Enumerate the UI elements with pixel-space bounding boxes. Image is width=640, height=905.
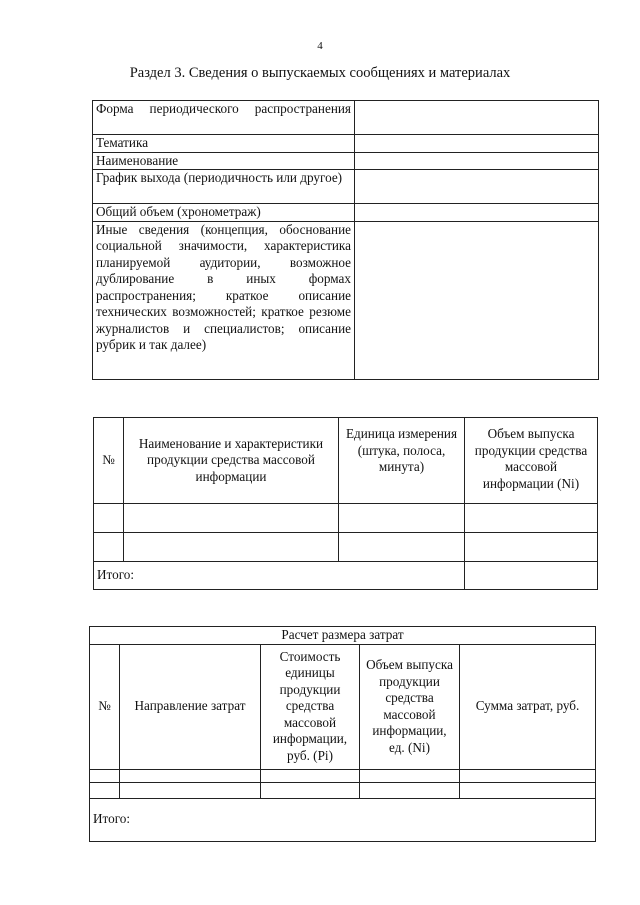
cell[interactable] — [360, 769, 460, 782]
row-value-distribution-form[interactable] — [355, 101, 599, 135]
cost-table-title: Расчет размера затрат — [90, 627, 596, 645]
cell[interactable] — [90, 782, 120, 798]
row-value-topic[interactable] — [355, 135, 599, 153]
total-value[interactable] — [465, 562, 598, 590]
table-total-row — [94, 562, 598, 590]
section-title: Раздел 3. Сведения о выпускаемых сообщениях и материалах — [129, 65, 511, 81]
header-unit-cost: Стоимость единицы продукции средства массовой информации, руб. (Pi) — [261, 644, 360, 769]
table-header-row — [90, 644, 596, 769]
header-unit: Единица измерения (штука, полоса, минута) — [339, 418, 465, 504]
cell[interactable] — [261, 769, 360, 782]
table-row — [93, 170, 599, 204]
cell[interactable] — [120, 782, 261, 798]
header-number: № — [94, 418, 124, 504]
page-number: 4 — [317, 40, 323, 52]
row-label-distribution-form: Форма периодического распространения — [93, 101, 355, 135]
cell[interactable] — [94, 533, 124, 562]
table-row — [93, 221, 599, 379]
header-cost-direction: Направление затрат — [120, 644, 261, 769]
cost-calculation-table — [89, 626, 596, 842]
table-row — [90, 769, 596, 782]
table-row — [93, 204, 599, 222]
row-value-other-info[interactable] — [355, 221, 599, 379]
row-label-total-volume: Общий объем (хронометраж) — [93, 204, 355, 222]
table-total-row — [90, 798, 596, 841]
row-value-schedule[interactable] — [355, 170, 599, 204]
products-table — [93, 417, 598, 590]
media-info-table — [92, 100, 599, 380]
cell[interactable] — [90, 769, 120, 782]
header-product-name: Наименование и характеристики продукции средства массовой информации — [124, 418, 339, 504]
table-row — [93, 135, 599, 153]
table-row — [93, 152, 599, 170]
row-value-total-volume[interactable] — [355, 204, 599, 222]
cell[interactable] — [120, 769, 261, 782]
table-row — [94, 533, 598, 562]
cell[interactable] — [94, 504, 124, 533]
row-label-topic: Тематика — [93, 135, 355, 153]
table-row — [90, 782, 596, 798]
cell[interactable] — [339, 504, 465, 533]
header-number: № — [90, 644, 120, 769]
cell[interactable] — [124, 533, 339, 562]
total-label: Итого: — [94, 562, 465, 590]
row-label-name: Наименование — [93, 152, 355, 170]
row-label-schedule: График выхода (периодичность или другое) — [93, 170, 355, 204]
cell[interactable] — [465, 533, 598, 562]
row-label-other-info: Иные сведения (концепция, обоснование социальной значимости, характеристика планируемой аудитории, возможное дублирование в иных формах распространения; краткое описание технических возможностей; краткое резюме журналистов и специалистов; описание рубрик и так далее) — [93, 221, 355, 379]
header-total-cost: Сумма затрат, руб. — [460, 644, 596, 769]
table-header-row — [94, 418, 598, 504]
table-row — [93, 101, 599, 135]
cell[interactable] — [460, 782, 596, 798]
cell[interactable] — [360, 782, 460, 798]
row-value-name[interactable] — [355, 152, 599, 170]
cell[interactable] — [460, 769, 596, 782]
cell[interactable] — [124, 504, 339, 533]
total-label: Итого: — [90, 798, 596, 841]
cell[interactable] — [339, 533, 465, 562]
table-title-row — [90, 627, 596, 645]
header-output-volume: Объем выпуска продукции средства массовой информации (Ni) — [465, 418, 598, 504]
cell[interactable] — [465, 504, 598, 533]
cell[interactable] — [261, 782, 360, 798]
header-output-volume: Объем выпуска продукции средства массовой информации, ед. (Ni) — [360, 644, 460, 769]
table-row — [94, 504, 598, 533]
